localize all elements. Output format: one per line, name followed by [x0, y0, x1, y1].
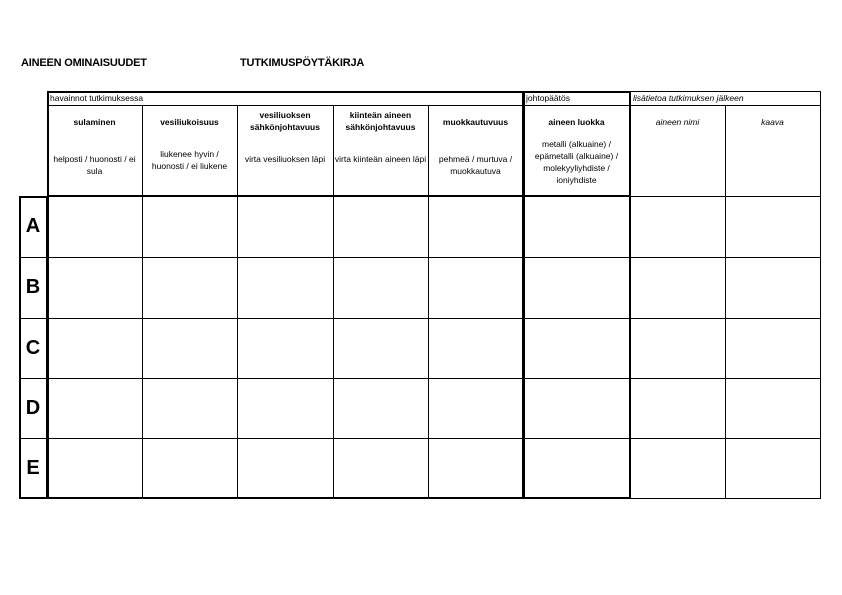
- column-name-text: aineen luokka: [548, 117, 605, 127]
- column-name-text: vesiliukoisuus: [160, 117, 219, 127]
- entry-cell-C-8: [725, 318, 821, 379]
- row-labels-outline: [19, 196, 48, 499]
- entry-cell-A-7: [630, 196, 726, 258]
- column-hint: virta kiinteän aineen läpi: [334, 154, 427, 164]
- column-name-text: vesiliuoksen sähkönjohtavuus: [250, 110, 320, 132]
- entry-cell-A-8: [725, 196, 821, 258]
- column-hint: helposti / huonosti / ei sula: [53, 154, 136, 176]
- conclusion-outline: [523, 91, 631, 499]
- row-label: C: [25, 336, 41, 359]
- column-hint: liukenee hyvin / huonosti / ei liukene: [151, 149, 228, 171]
- entry-cell-C-7: [630, 318, 726, 379]
- column-name-text: aineen nimi: [655, 117, 700, 127]
- column-hint: virta vesiliuoksen läpi: [244, 154, 326, 164]
- header-divider: [47, 195, 631, 197]
- group-observations-label: havainnot tutkimuksessa: [50, 93, 144, 103]
- column-hint: pehmeä / murtuva / muokkautuva: [438, 154, 513, 176]
- column-name-text: kaava: [761, 117, 784, 127]
- entry-cell-D-7: [630, 378, 726, 439]
- entry-cell-B-7: [630, 257, 726, 319]
- column-name: [632, 116, 723, 128]
- group-conclusion-label: johtopäätös: [526, 93, 570, 103]
- column-name-text: kiinteän aineen sähkönjohtavuus: [345, 110, 416, 132]
- row-label: A: [25, 215, 41, 237]
- entry-cell-E-7: [630, 438, 726, 499]
- row-label: B: [25, 276, 41, 298]
- column-name-text: muokkautuvuus: [442, 117, 509, 127]
- entry-cell-E-8: [725, 438, 821, 499]
- protocol-title: TUTKIMUSPÖYTÄKIRJA: [240, 57, 365, 69]
- column-name: [727, 116, 818, 128]
- column-hint: metalli (alkuaine) / epämetalli (alkuaine) / molekyyliyhdiste / ioniyhdiste: [534, 139, 619, 185]
- group-extra-info-label: lisätietoa tutkimuksen jälkeen: [633, 93, 744, 103]
- row-label: D: [25, 396, 41, 419]
- row-label: E: [26, 456, 40, 479]
- observations-outline: [47, 91, 524, 499]
- entry-cell-B-8: [725, 257, 821, 319]
- worksheet-title: AINEEN OMINAISUUDET: [21, 57, 147, 69]
- entry-cell-D-8: [725, 378, 821, 439]
- column-name-text: sulaminen: [73, 117, 116, 127]
